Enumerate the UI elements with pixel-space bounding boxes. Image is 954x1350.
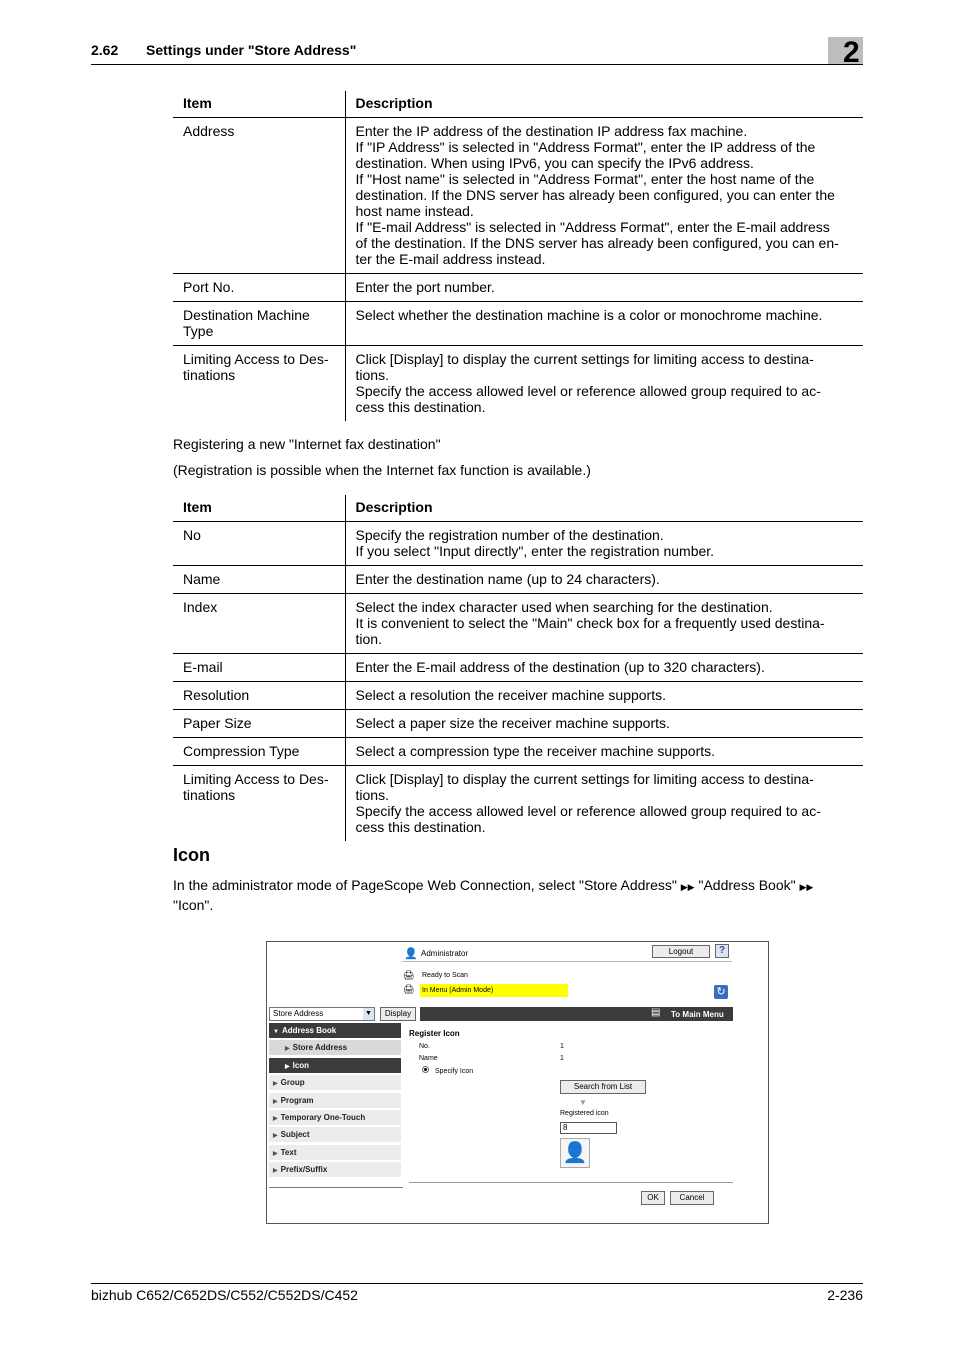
description-cell — [345, 302, 863, 346]
description-cell — [345, 594, 863, 654]
intro-note: (Registration is possible when the Internet fax function is available.) — [173, 462, 591, 478]
scanner-icon: 🖨 — [403, 970, 415, 980]
chapter-number: 2 — [843, 36, 860, 69]
to-main-menu-link[interactable]: To Main Menu — [671, 1010, 724, 1019]
user-label: Administrator — [421, 949, 469, 958]
table-row — [173, 738, 863, 766]
description-line: If "Host name" is selected in "Address Format", enter the host name of the — [355, 171, 815, 187]
description-cell — [345, 522, 863, 566]
sidebar-item-program[interactable] — [269, 1093, 401, 1109]
sidebar-item-label: Prefix/Suffix — [280, 1165, 328, 1175]
status-admin-mode: In Menu (Admin Mode) — [422, 987, 494, 994]
description-line: If "IP Address" is selected in "Address Format", enter the IP address of the — [355, 139, 816, 155]
table-row — [173, 118, 863, 274]
description-cell — [345, 710, 863, 738]
item-cell: Name — [173, 566, 345, 594]
triangle-right-icon: ▶ — [273, 1081, 278, 1088]
sidebar-item-label: Store Address — [292, 1043, 348, 1053]
triangle-right-icon: ▶ — [273, 1168, 278, 1175]
footer-model: bizhub C652/C652DS/C552/C552DS/C452 — [91, 1287, 358, 1303]
description-line: Click [Display] to display the current settings for limiting access to destina- — [355, 351, 814, 367]
section-heading — [91, 42, 356, 58]
display-button[interactable]: Display — [380, 1007, 416, 1021]
description-cell — [345, 274, 863, 302]
table-row — [173, 594, 863, 654]
machine-icon: 🖨 — [403, 984, 415, 994]
table-row — [173, 346, 863, 422]
text-part: In the administrator mode of PageScope Web Connection, select "Store Address" — [173, 877, 677, 893]
table-row — [173, 766, 863, 842]
item-cell: Compression Type — [173, 738, 345, 766]
description-cell — [345, 738, 863, 766]
registered-icon-input[interactable]: 8 — [560, 1122, 617, 1134]
sidebar-item-store-address[interactable] — [269, 1040, 401, 1056]
no-value: 1 — [560, 1043, 564, 1050]
form-divider — [409, 1182, 733, 1183]
item-cell: No — [173, 522, 345, 566]
item-cell: Limiting Access to Des-tinations — [173, 346, 345, 422]
triangle-right-icon: ▶ — [273, 1116, 278, 1122]
description-line: cess this destination. — [355, 819, 486, 835]
sidebar-item-text[interactable] — [269, 1145, 401, 1161]
sidebar-item-address-book[interactable] — [269, 1023, 401, 1039]
address-settings-table — [173, 91, 863, 421]
footer-rule — [91, 1283, 863, 1284]
item-cell: Limiting Access to Des-tinations — [173, 766, 345, 842]
description-line: Enter the destination name (up to 24 characters). — [355, 571, 660, 587]
menu-select-value: Store Address — [273, 1009, 324, 1018]
description-line: ter the E-mail address instead. — [355, 251, 546, 267]
sidebar-item-label: Group — [280, 1078, 305, 1088]
triangle-down-icon: ▼ — [273, 1029, 279, 1035]
sidebar-item-label: Address Book — [281, 1026, 337, 1035]
cancel-button[interactable]: Cancel — [670, 1191, 714, 1205]
description-line: Select whether the destination machine is a color or monochrome machine. — [355, 307, 823, 323]
person-avatar-icon: 👤 — [560, 1138, 590, 1168]
description-line: tion. — [355, 631, 382, 647]
description-line: If you select "Input directly", enter the registration number. — [355, 543, 715, 559]
sidebar-item-label: Temporary One-Touch — [280, 1113, 366, 1122]
sidebar-item-label: Program — [280, 1095, 314, 1105]
refresh-icon[interactable]: ↻ — [714, 985, 728, 999]
triangle-right-icon: ▶ — [285, 1046, 290, 1053]
description-line: Select a paper size the receiver machine supports. — [355, 715, 670, 731]
sidebar-item-temporary-one-touch[interactable] — [269, 1110, 401, 1126]
description-line: Select the index character used when searching for the destination. — [355, 599, 773, 615]
section-number: 2.62 — [91, 42, 119, 58]
name-value: 1 — [560, 1055, 564, 1062]
sidebar-item-prefix-suffix[interactable] — [269, 1162, 401, 1178]
triangle-right-icon: ▶ — [273, 1150, 278, 1157]
description-line: Enter the IP address of the destination IP address fax machine. — [355, 123, 748, 139]
icon-section-text — [173, 876, 863, 914]
description-cell — [345, 654, 863, 682]
sidebar-item-label: Text — [280, 1147, 297, 1157]
item-cell: Paper Size — [173, 710, 345, 738]
text-part: "Icon". — [173, 897, 214, 913]
arrow-down-icon: ▼ — [579, 1098, 587, 1107]
description-line: destination. When using IPv6, you can specify the IPv6 address. — [355, 155, 754, 171]
item-cell: Index — [173, 594, 345, 654]
table-row — [173, 274, 863, 302]
description-cell — [345, 766, 863, 842]
specify-icon-radio[interactable] — [422, 1066, 429, 1073]
item-cell: Port No. — [173, 274, 345, 302]
table-row — [173, 302, 863, 346]
description-cell — [345, 682, 863, 710]
sidebar-item-subject[interactable] — [269, 1127, 401, 1143]
form-title: Register Icon — [409, 1029, 460, 1038]
footer-page-number: 2-236 — [827, 1287, 863, 1303]
table-row — [173, 566, 863, 594]
logout-button[interactable]: Logout — [652, 945, 710, 958]
description-line: tions. — [355, 787, 389, 803]
administrator-icon: 👤 — [404, 948, 418, 960]
name-label: Name — [419, 1055, 438, 1062]
intro-text: Registering a new "Internet fax destination" — [173, 436, 441, 452]
table-row — [173, 522, 863, 566]
help-button[interactable]: ? — [715, 944, 729, 958]
description-line: destination. If the DNS server has already been configured, you can enter the — [355, 187, 835, 203]
description-line: tions. — [355, 367, 389, 383]
double-arrow-icon: ▶▶ — [799, 882, 814, 892]
sidebar-bottom-rule — [269, 1187, 403, 1188]
menu-select[interactable] — [269, 1007, 375, 1021]
column-header-item: Item — [173, 495, 345, 522]
description-line: of the destination. If the DNS server has already been configured, you can en- — [355, 235, 839, 251]
header-rule — [91, 64, 863, 65]
sidebar-item-icon[interactable] — [269, 1058, 401, 1074]
status-ready: Ready to Scan — [422, 972, 468, 979]
triangle-right-icon: ▶ — [273, 1133, 278, 1140]
web-connection-screenshot — [266, 941, 769, 1224]
triangle-right-icon: ▶ — [285, 1063, 290, 1070]
triangle-right-icon: ▶ — [273, 1098, 278, 1105]
description-cell — [345, 566, 863, 594]
ok-button[interactable]: OK — [641, 1191, 665, 1205]
description-line: cess this destination. — [355, 399, 486, 415]
description-cell — [345, 346, 863, 422]
radio-dot — [424, 1068, 427, 1071]
section-title: Settings under "Store Address" — [146, 42, 357, 58]
sidebar-item-group[interactable] — [269, 1075, 401, 1091]
table-row — [173, 654, 863, 682]
description-cell — [345, 118, 863, 274]
registered-icon-label: Registered icon — [560, 1110, 609, 1117]
description-line: Specify the registration number of the destination. — [355, 527, 664, 543]
text-part: "Address Book" — [698, 877, 796, 893]
column-header-description: Description — [345, 495, 863, 522]
column-header-description: Description — [345, 91, 863, 118]
item-cell: Destination Machine Type — [173, 302, 345, 346]
sidebar-item-label: Icon — [292, 1060, 310, 1070]
column-header-item: Item — [173, 91, 345, 118]
specify-icon-label: Specify Icon — [435, 1068, 474, 1075]
double-arrow-icon: ▶▶ — [680, 882, 695, 892]
internet-fax-table — [173, 495, 863, 841]
item-cell: Resolution — [173, 682, 345, 710]
table-row — [173, 710, 863, 738]
description-line: Enter the E-mail address of the destination (up to 320 characters). — [355, 659, 765, 675]
description-line: Click [Display] to display the current settings for limiting access to destina- — [355, 771, 814, 787]
no-label: No. — [419, 1043, 430, 1050]
chevron-down-icon: ▼ — [363, 1008, 374, 1020]
search-from-list-button[interactable]: Search from List — [560, 1080, 646, 1094]
main-menu-icon: ▤ — [651, 1007, 661, 1018]
icon-section-heading: Icon — [173, 845, 211, 865]
description-line: Specify the access allowed level or reference allowed group required to ac- — [355, 803, 821, 819]
description-line: host name instead. — [355, 203, 474, 219]
item-cell: E-mail — [173, 654, 345, 682]
description-line: Enter the port number. — [355, 279, 495, 295]
description-line: Specify the access allowed level or reference allowed group required to ac- — [355, 383, 821, 399]
divider — [402, 961, 732, 962]
item-cell: Address — [173, 118, 345, 274]
sidebar-item-label: Subject — [280, 1130, 310, 1140]
description-line: It is convenient to select the "Main" check box for a frequently used destina- — [355, 615, 825, 631]
table-row — [173, 682, 863, 710]
description-line: If "E-mail Address" is selected in "Address Format", enter the E-mail address — [355, 219, 830, 235]
description-line: Select a compression type the receiver machine supports. — [355, 743, 716, 759]
description-line: Select a resolution the receiver machine supports. — [355, 687, 666, 703]
